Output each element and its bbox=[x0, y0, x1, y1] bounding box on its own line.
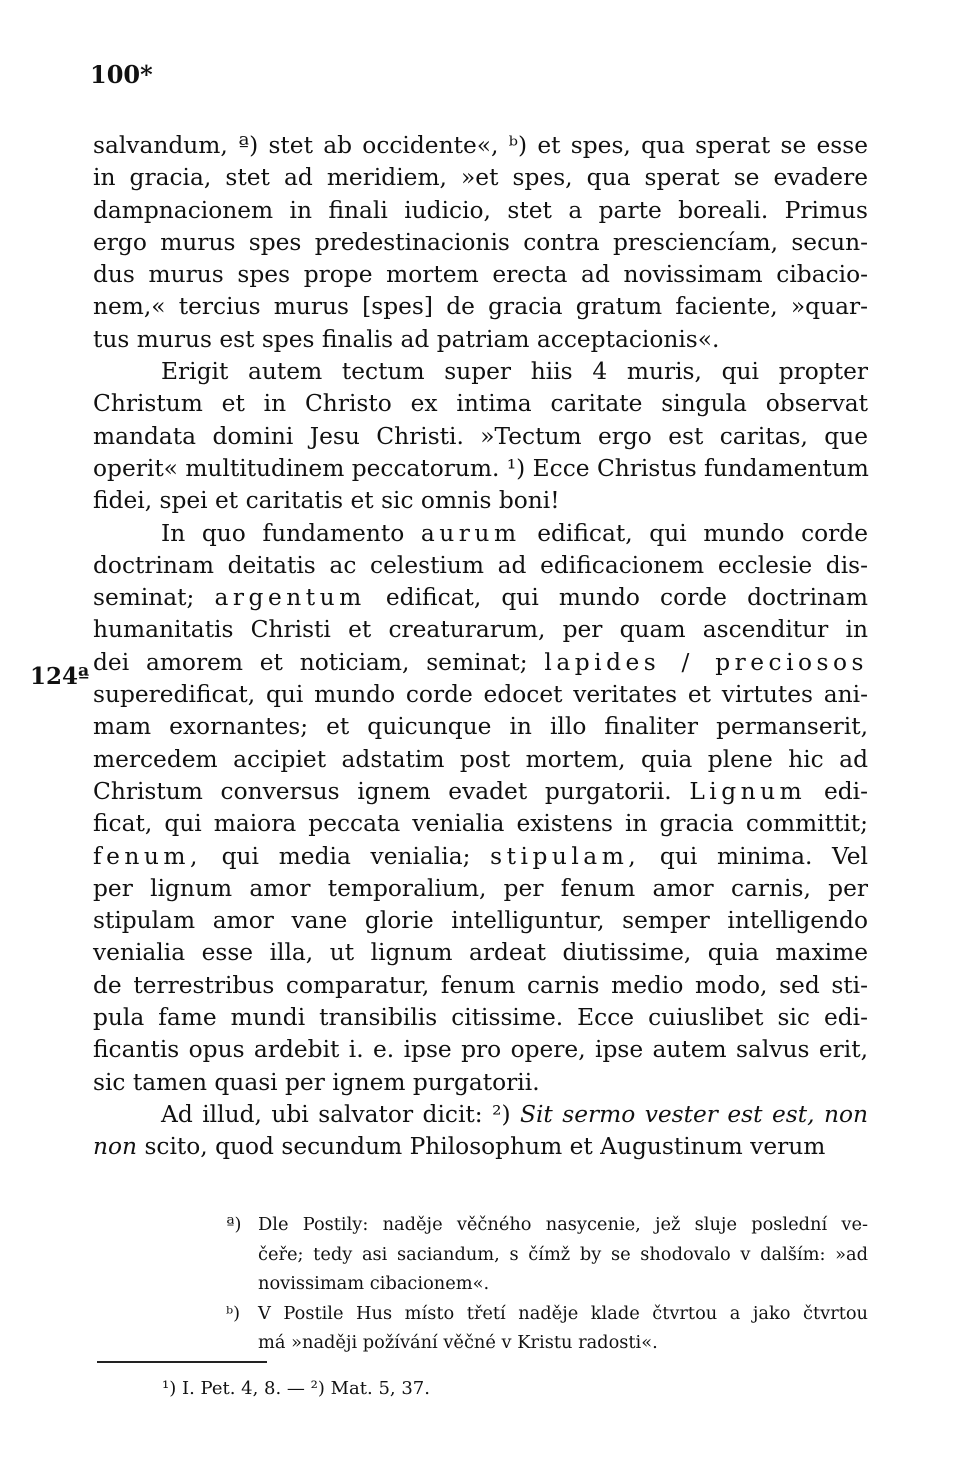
footnote-line: má »naději požívání věčné v Kristu radosti«. bbox=[258, 1332, 658, 1353]
text-fragment: dei amorem et noticiam, seminat; bbox=[93, 648, 528, 676]
margin-note: 124ª bbox=[30, 663, 90, 690]
text-line: operit« multitudinem peccatorum. ¹) Ecce Christus fundamentum bbox=[93, 454, 869, 482]
text-line: superedificat, qui mundo corde edocet veritates et virtutes ani- bbox=[93, 681, 868, 709]
text-fragment: seminat; bbox=[93, 584, 195, 612]
text-line: dus murus spes prope mortem erecta ad novissimam cibacio- bbox=[93, 261, 868, 289]
footnote-rule bbox=[97, 1361, 267, 1363]
text-line: de terrestribus comparatur, fenum carnis medio modo, sed sti- bbox=[93, 971, 868, 999]
italic-quote: non bbox=[93, 1133, 138, 1161]
footnotes bbox=[226, 1210, 868, 1358]
text-fragment: edi- bbox=[823, 777, 868, 805]
spaced-word: argentum bbox=[214, 584, 366, 612]
text-line: stipulam amor vane glorie intelliguntur, semper intelligendo bbox=[93, 907, 868, 935]
text-fragment: edificat, qui mundo corde doctrinam bbox=[385, 584, 869, 612]
text-line: mercedem accipiet adstatim post mortem, quia plene hic ad bbox=[93, 745, 868, 773]
spaced-word: aurum bbox=[420, 519, 521, 547]
text-line: in gracia, stet ad meridiem, »et spes, qua sperat se evadere bbox=[93, 164, 868, 192]
footnote-marker: ª) bbox=[226, 1214, 242, 1235]
text-line: mandata domini Jesu Christi. »Tectum ergo est caritas, que bbox=[93, 422, 868, 450]
main-text bbox=[93, 130, 868, 1164]
text-line: ficantis opus ardebit i. e. ipse pro opere, ipse autem salvus erit, bbox=[93, 1036, 868, 1064]
text-line bbox=[93, 841, 868, 873]
text-fragment: Christum conversus ignem evadet purgatorii. bbox=[93, 777, 672, 805]
text-line: venialia esse illa, ut lignum ardeat diutissime, quia maxime bbox=[93, 939, 868, 967]
text-line: Christum et in Christo ex intima caritate singula observat bbox=[93, 390, 868, 418]
spaced-word: fenum, bbox=[93, 842, 202, 870]
text-fragment: scito, quod secundum Philosophum et Augustinum verum bbox=[144, 1133, 826, 1161]
text-fragment: Ad illud, ubi salvator dicit: ²) bbox=[161, 1100, 511, 1128]
text-line: pula fame mundi transibilis citissime. Ecce cuiuslibet sic edi- bbox=[93, 1004, 868, 1032]
spaced-word: lapides / preciosos bbox=[544, 648, 868, 676]
text-line: per lignum amor temporalium, per fenum amor carnis, per bbox=[93, 874, 868, 902]
text-fragment: In quo fundamento bbox=[161, 519, 405, 547]
text-line: dampnacionem in finali iudicio, stet a parte boreali. Primus bbox=[93, 196, 868, 224]
footnote-text: V Postile Hus místo třetí naděje klade čtvrtou a jako čtvrtou bbox=[258, 1302, 868, 1324]
text-line bbox=[93, 518, 868, 550]
footnote-text: Dle Postily: naděje věčného nasycenie, jež sluje poslední ve- bbox=[258, 1214, 868, 1235]
text-line: sic tamen quasi per ignem purgatorii. bbox=[93, 1068, 540, 1096]
text-line bbox=[93, 1099, 868, 1131]
text-line bbox=[93, 1131, 868, 1163]
footnote-line bbox=[226, 1299, 868, 1329]
spaced-word: Lignum bbox=[689, 777, 807, 805]
footnote-marker: ᵇ) bbox=[226, 1302, 241, 1324]
text-line: ficat, qui maiora peccata venialia existens in gracia committit; bbox=[93, 810, 868, 838]
text-line bbox=[93, 582, 868, 614]
text-line bbox=[93, 776, 868, 808]
text-fragment: qui minima. Vel bbox=[659, 842, 868, 870]
page-number: 100* bbox=[90, 60, 153, 89]
text-line: humanitatis Christi et creaturarum, per quam ascenditur in bbox=[93, 616, 868, 644]
text-line: nem,« tercius murus [spes] de gracia gratum faciente, »quar- bbox=[93, 293, 868, 321]
text-line: doctrinam deitatis ac celestium ad edificacionem ecclesie dis- bbox=[93, 551, 868, 579]
scripture-references: ¹) I. Pet. 4, 8. — ²) Mat. 5, 37. bbox=[162, 1378, 430, 1399]
footnote-line bbox=[226, 1210, 868, 1240]
text-line: Erigit autem tectum super hiis 4 muris, qui propter bbox=[161, 358, 868, 386]
text-line bbox=[93, 647, 868, 679]
text-line: ergo murus spes predestinacionis contra presciencíam, secun- bbox=[93, 228, 868, 256]
italic-quote: Sit sermo vester est est, non bbox=[520, 1100, 868, 1128]
text-line: fidei, spei et caritatis et sic omnis boni! bbox=[93, 487, 560, 515]
text-fragment: edificat, qui mundo corde bbox=[537, 519, 868, 547]
spaced-word: stipulam, bbox=[490, 842, 641, 870]
text-line: mam exornantes; et quicunque in illo finaliter permanserit, bbox=[93, 713, 868, 741]
footnote-line: čeře; tedy asi saciandum, s čímž by se shodovalo v dalším: »ad bbox=[258, 1243, 868, 1265]
text-line: salvandum, ª) stet ab occidente«, ᵇ) et spes, qua sperat se esse bbox=[93, 132, 868, 159]
text-fragment: qui media venialia; bbox=[221, 842, 471, 870]
footnote-line: novissimam cibacionem«. bbox=[258, 1273, 490, 1294]
text-line: tus murus est spes finalis ad patriam acceptacionis«. bbox=[93, 325, 720, 353]
